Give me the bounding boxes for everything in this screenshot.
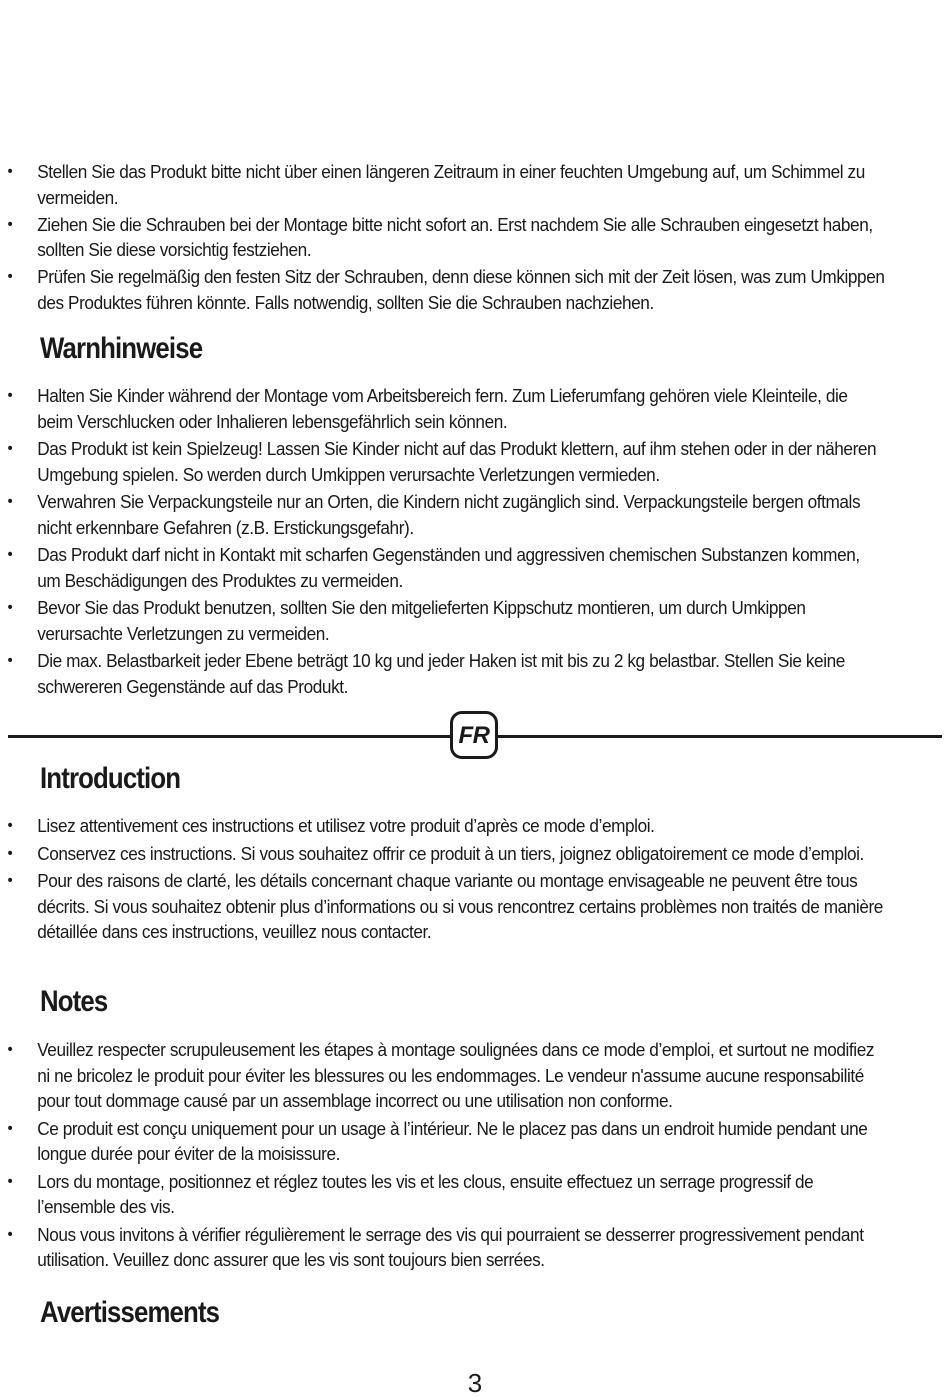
warnhinweise-heading: Warnhinweise bbox=[40, 332, 203, 365]
list-item-text: Ziehen Sie die Schrauben bei der Montage bitte nicht sofort an. Erst nachdem Sie alle Schrauben eingesetzt haben, sollten Sie diese vorsichtig festziehen. bbox=[37, 213, 873, 260]
list-item-text: Halten Sie Kinder während der Montage vom Arbeitsbereich fern. Zum Lieferumfang gehören viele Kleinteile, die beim Verschlucken oder Inhalieren lebensgefährlich sein können. bbox=[37, 385, 848, 432]
list-item bbox=[0, 841, 893, 867]
bullet-icon: • bbox=[7, 1041, 13, 1058]
list-item-text: Veuillez respecter scrupuleusement les étapes à montage soulignées dans ce mode d’emploi, et surtout ne modifiez ni ne bricolez le produit pour éviter les blessures ou les endommages. Le vendeur n'assume aucune responsabilité pour tout dommage causé par un assemblage incorrect ou une utilisation non conforme. bbox=[37, 1039, 875, 1111]
bullet-icon: • bbox=[7, 1172, 13, 1190]
de-warnings-list bbox=[0, 383, 950, 701]
list-item bbox=[0, 813, 893, 839]
list-item bbox=[0, 212, 893, 263]
list-item bbox=[0, 868, 893, 945]
bullet-icon: • bbox=[7, 546, 13, 563]
bullet-icon: • bbox=[7, 440, 13, 457]
list-item-text: Conservez ces instructions. Si vous souhaitez offrir ce produit à un tiers, joignez obligatoirement ce mode d’emploi. bbox=[37, 842, 864, 864]
bullet-icon: • bbox=[7, 387, 13, 404]
bullet-icon: • bbox=[7, 215, 13, 233]
language-badge-fr: FR bbox=[450, 711, 498, 759]
avertissements-heading: Avertissements bbox=[40, 1296, 220, 1329]
list-item bbox=[0, 1169, 893, 1220]
list-item-text: Pour des raisons de clarté, les détails concernant chaque variante ou montage envisageable ne peuvent être tous décrits. Si vous souhaitez obtenir plus d’informations ou si vous rencontrez certains problèmes non traités de manière détaillée dans ces instructions, veuillez nous contacter. bbox=[37, 870, 883, 942]
list-item bbox=[0, 542, 893, 593]
bullet-icon: • bbox=[7, 493, 13, 510]
list-item-text: Prüfen Sie regelmäßig den festen Sitz der Schrauben, denn diese können sich mit der Zeit lösen, was zum Umkippen des Produktes führen könnte. Falls notwendig, sollten Sie die Schrauben nachziehen. bbox=[37, 266, 885, 313]
list-item-text: Das Produkt ist kein Spielzeug! Lassen Sie Kinder nicht auf das Produkt klettern, auf ihm stehen oder in der näheren Umgebung spielen. So werden durch Umkippen verursachte Verletzungen vermieden. bbox=[37, 438, 877, 485]
list-item-text: Bevor Sie das Produkt benutzen, sollten Sie den mitgelieferten Kippschutz montieren, um durch Umkippen verursachte Verletzungen zu vermeiden. bbox=[37, 597, 806, 644]
list-item-text: Ce produit est conçu uniquement pour un usage à l’intérieur. Ne le placez pas dans un endroit humide pendant une longue durée pour éviter de la moisissure. bbox=[37, 1117, 868, 1164]
list-item-text: Lors du montage, positionnez et réglez toutes les vis et les clous, ensuite effectuez un serrage progressif de l’ensemble des vis. bbox=[37, 1170, 814, 1217]
list-item bbox=[0, 436, 893, 487]
bullet-icon: • bbox=[7, 1225, 13, 1243]
list-item-text: Verwahren Sie Verpackungsteile nur an Orten, die Kindern nicht zugänglich sind. Verpackungsteile bergen oftmals nicht erkennbare Gefahren (z.B. Erstickungsgefahr). bbox=[37, 491, 861, 538]
bullet-icon: • bbox=[7, 844, 13, 862]
list-item bbox=[0, 595, 893, 646]
list-item bbox=[0, 1222, 893, 1273]
bullet-icon: • bbox=[7, 1119, 13, 1137]
list-item bbox=[0, 489, 893, 540]
list-item-text: Das Produkt darf nicht in Kontakt mit scharfen Gegenständen und aggressiven chemischen Substanzen kommen, um Beschädigungen des Produktes zu vermeiden. bbox=[37, 544, 860, 591]
fr-notes-list bbox=[0, 1037, 950, 1275]
list-item bbox=[0, 383, 893, 434]
list-item bbox=[0, 1037, 893, 1114]
introduction-heading: Introduction bbox=[40, 762, 181, 795]
list-item-text: Stellen Sie das Produkt bitte nicht über einen längeren Zeitraum in einer feuchten Umgebung auf, um Schimmel zu vermeiden. bbox=[37, 161, 865, 208]
de-tips-list bbox=[0, 159, 950, 317]
list-item-text: Nous vous invitons à vérifier régulièrement le serrage des vis qui pourraient se desserrer progressivement pendant utilisation. Veuillez donc assurer que les vis sont toujours bien serrées. bbox=[37, 1223, 864, 1270]
bullet-icon: • bbox=[7, 817, 13, 834]
bullet-icon: • bbox=[7, 268, 13, 285]
list-item bbox=[0, 159, 893, 210]
page-number: 3 bbox=[467, 1368, 483, 1398]
bullet-icon: • bbox=[7, 872, 13, 889]
bullet-icon: • bbox=[7, 599, 13, 616]
list-item-text: Die max. Belastbarkeit jeder Ebene beträgt 10 kg und jeder Haken ist mit bis zu 2 kg belastbar. Stellen Sie keine schwereren Gegenstände auf das Produkt. bbox=[37, 650, 845, 697]
list-item bbox=[0, 264, 893, 315]
fr-intro-list bbox=[0, 813, 950, 947]
bullet-icon: • bbox=[7, 163, 13, 180]
list-item-text: Lisez attentivement ces instructions et utilisez votre produit d’après ce mode d’emploi. bbox=[37, 815, 655, 836]
list-item bbox=[0, 648, 893, 699]
notes-heading: Notes bbox=[40, 985, 108, 1018]
list-item bbox=[0, 1116, 893, 1167]
bullet-icon: • bbox=[7, 652, 13, 669]
